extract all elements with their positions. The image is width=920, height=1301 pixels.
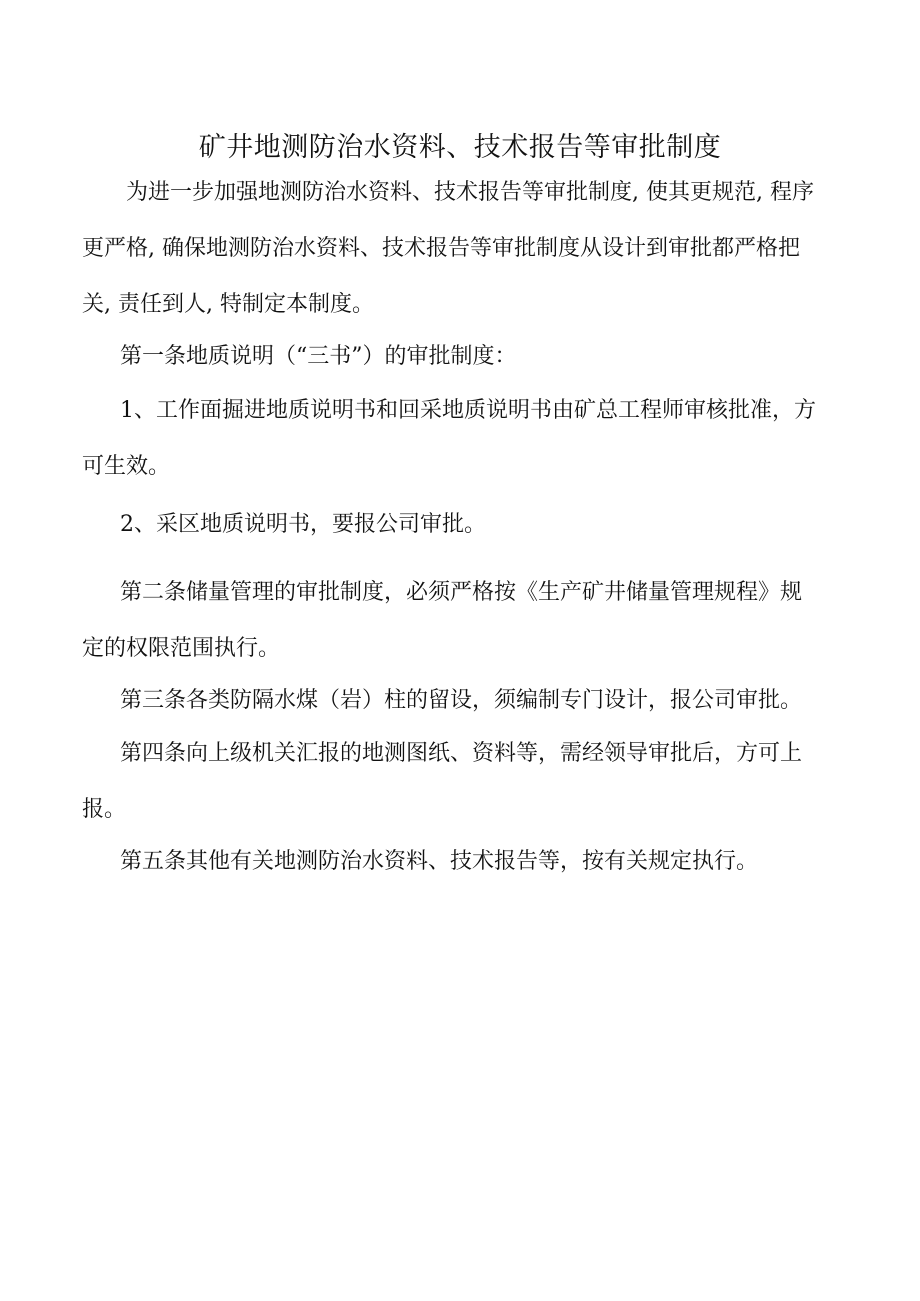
document-title: 矿井地测防治水资料、技术报告等审批制度 — [198, 132, 722, 163]
article4-line-2: 报。 — [82, 797, 127, 822]
article1-item2-paragraph — [82, 497, 844, 553]
article1-item2: 2、采区地质说明书，要报公司审批。 — [120, 512, 486, 537]
article3-paragraph — [82, 673, 844, 729]
article3: 第三条各类防隔水煤（岩）柱的留设，须编制专门设计，报公司审批。 — [120, 688, 803, 713]
article1-item1-line-1: 1、工作面掘进地质说明书和回采地质说明书由矿总工程师审核批准，方 — [120, 398, 816, 423]
article5-paragraph — [82, 834, 844, 890]
article4-line-1: 第四条向上级机关汇报的地测图纸、资料等，需经领导审批后，方可上 — [120, 741, 803, 766]
article4-paragraph — [82, 726, 844, 838]
article1-item1-paragraph — [82, 383, 844, 495]
article1-item1-line-2: 可生效。 — [82, 454, 171, 479]
article2-line-1: 第二条储量管理的审批制度，必须严格按《生产矿井储量管理规程》规 — [120, 580, 803, 605]
intro-line-1: 为进一步加强地测防治水资料、技术报告等审批制度, 使其更规范, 程序 — [126, 180, 814, 205]
article5: 第五条其他有关地测防治水资料、技术报告等，按有关规定执行。 — [120, 849, 759, 874]
article2-paragraph — [82, 565, 844, 677]
intro-paragraph — [82, 165, 844, 333]
intro-line-2: 更严格, 确保地测防治水资料、技术报告等审批制度从设计到审批都严格把 — [82, 236, 800, 261]
article2-line-2: 定的权限范围执行。 — [82, 636, 281, 661]
article1-heading-paragraph — [82, 329, 844, 385]
article1-heading: 第一条地质说明（“三书”）的审批制度： — [120, 344, 517, 369]
intro-line-3: 关, 责任到人, 特制定本制度。 — [82, 292, 374, 317]
